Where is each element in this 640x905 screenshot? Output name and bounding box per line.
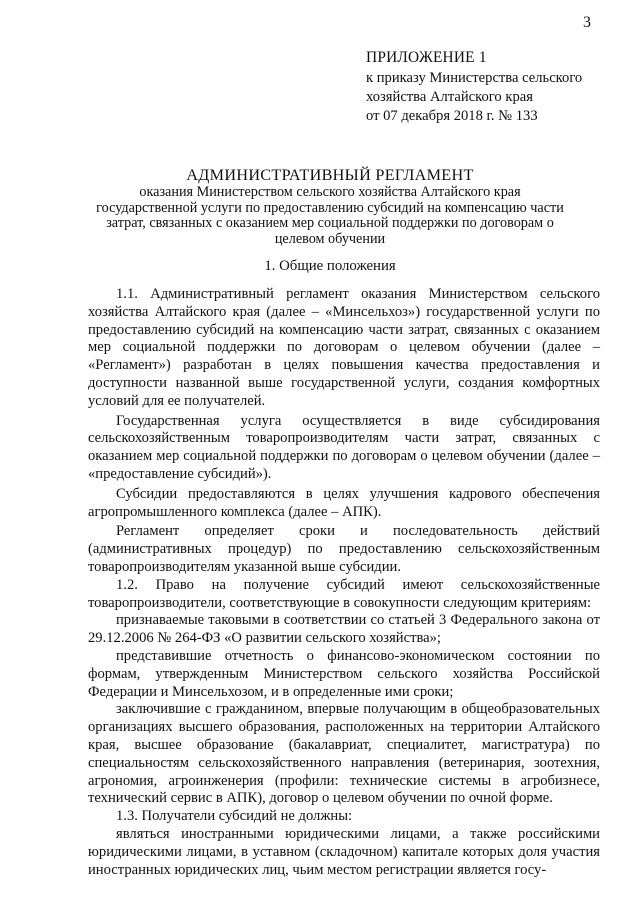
appendix-line: хозяйства Алтайского края — [366, 89, 533, 105]
section-heading: 1. Общие положения — [264, 258, 396, 274]
paragraph: Государственная услуга осуществляется в виде субсидирования сельскохозяйственным товаропроизводителям части затрат, связанных с оказанием мер социальной поддержки по договорам о целевом обучении (далее – «предоставление субсидий»). — [88, 412, 600, 482]
paragraph: признаваемые таковыми в соответствии со статьей 3 Федерального закона от 29.12.2006 № 264-ФЗ «О развитии сельского хозяйства»; — [88, 612, 600, 647]
appendix-block — [366, 48, 616, 126]
body-text — [88, 286, 600, 879]
appendix-heading: ПРИЛОЖЕНИЕ 1 — [366, 49, 487, 66]
paragraph: заключившие с гражданином, впервые получающим в общеобразовательных организациях высшего образования, расположенных на территории Алтайского края, высшее образование (бакалавриат, специалитет, магистратура) по специальностям сельскохозяйственного направления (ветеринария, зоотехния, агрономия, агроинженерия (профили: технические системы в агробизнесе, технический сервис в АПК), договор о целевом обучении по очной форме. — [88, 701, 600, 807]
regulation-title: АДМИНИСТРАТИВНЫЙ РЕГЛАМЕНТ — [186, 166, 474, 184]
page-number: 3 — [583, 14, 591, 31]
paragraph: 1.3. Получатели субсидий не должны: — [116, 808, 353, 825]
regulation-subtitle: оказания Министерством сельского хозяйства Алтайского края государственной услуги по предоставлению субсидий на компенсацию части затрат, связанных с оказанием мер социальной поддержки по договорам о целевом обучении — [96, 184, 564, 247]
paragraph: 1.1. Административный регламент оказания Министерством сельского хозяйства Алтайского края (далее – «Минсельхоз») государственной услуги по предоставлению субсидий на компенсацию части затрат, связанных с оказанием мер социальной поддержки по договорам о целевом обучении (далее – «Регламент») разработан в целях повышения качества предоставления и доступности названной выше государственной услуги, создания комфортных условий для ее получателей. — [88, 286, 600, 409]
appendix-line: к приказу Министерства сельского — [366, 70, 583, 86]
paragraph: Регламент определяет сроки и последовательность действий (административных процедур) по предоставлению сельскохозяйственным товаропроизводителям указанной выше субсидии. — [88, 523, 600, 575]
appendix-line: от 07 декабря 2018 г. № 133 — [366, 108, 538, 124]
paragraph: 1.2. Право на получение субсидий имеют сельскохозяйственные товаропроизводители, соответствующие в совокупности следующим критериям: — [88, 576, 600, 611]
paragraph: Субсидии предоставляются в целях улучшения кадрового обеспечения агропромышленного комплекса (далее – АПК). — [88, 485, 600, 520]
paragraph: представившие отчетность о финансово-экономическом состоянии по формам, утвержденным Министерством сельского хозяйства Российской Федерации и Минсельхозом, и в определенные ими сроки; — [88, 647, 600, 700]
regulation-title-block — [60, 165, 600, 247]
paragraph: являться иностранными юридическими лицами, а также российскими юридическими лицами, в уставном (складочном) капитале которых доля участия иностранных юридических лиц, чьим местом регистрации является госу- — [88, 825, 600, 878]
